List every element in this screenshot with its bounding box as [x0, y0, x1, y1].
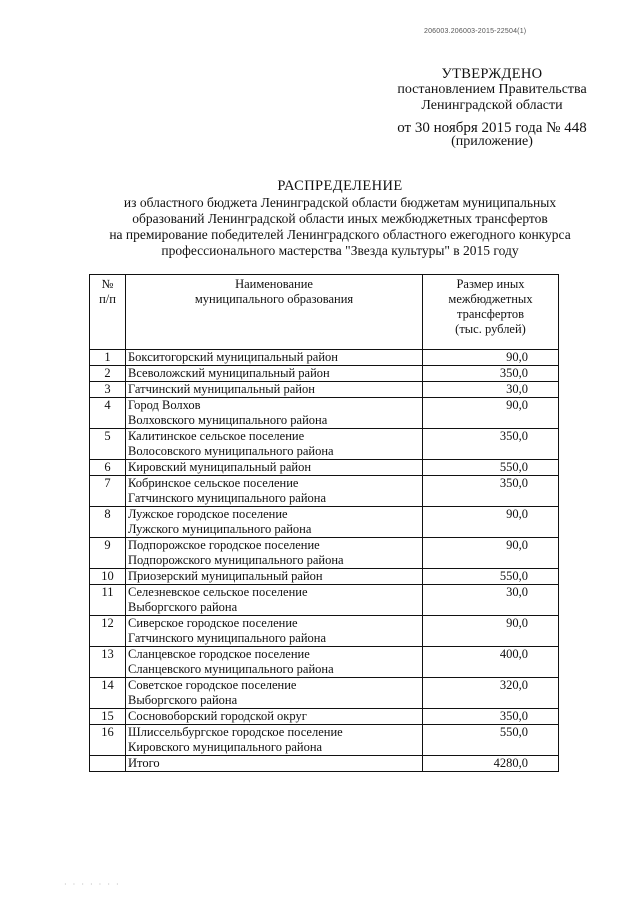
row-number: 6 [90, 460, 126, 476]
transfer-amount: 90,0 [423, 507, 559, 538]
table-row [90, 507, 559, 538]
row-number: 7 [90, 476, 126, 507]
document-title: РАСПРЕДЕЛЕНИЕ [277, 178, 403, 194]
municipality-name-line-1: Советское городское поселение [128, 678, 297, 692]
header-name-line-2: муниципального образования [194, 292, 354, 306]
header-amount [423, 275, 559, 350]
municipality-name-line-1: Гатчинский муниципальный район [128, 382, 315, 396]
approval-title: УТВЕРЖДЕНО [441, 66, 543, 82]
table-row [90, 460, 559, 476]
table-row [90, 398, 559, 429]
municipality-name-line-2: Волховского муниципального района [128, 413, 328, 427]
table-row [90, 429, 559, 460]
header-amount-line-4: (тыс. рублей) [455, 322, 526, 336]
row-number: 1 [90, 350, 126, 366]
row-number: 4 [90, 398, 126, 429]
row-number: 2 [90, 366, 126, 382]
approval-date: от 30 ноября 2015 года № 448 [397, 120, 587, 136]
total-label: Итого [126, 756, 423, 772]
municipality-name-line-1: Кобринское сельское поселение [128, 476, 299, 490]
transfer-amount: 550,0 [423, 725, 559, 756]
row-number: 9 [90, 538, 126, 569]
transfer-amount: 550,0 [423, 569, 559, 585]
municipality-name [126, 398, 423, 429]
municipality-name-line-1: Подпорожское городское поселение [128, 538, 320, 552]
heading-line-4: профессионального мастерства "Звезда культуры" в 2015 году [161, 243, 519, 258]
header-amount-line-2: межбюджетных [448, 292, 533, 306]
document-heading [60, 178, 620, 259]
scan-artifact: · · · · · · · [64, 880, 121, 889]
table-row [90, 585, 559, 616]
municipality-name-line-2: Гатчинского муниципального района [128, 631, 327, 645]
table-body [90, 350, 559, 772]
table-row [90, 725, 559, 756]
table-row [90, 616, 559, 647]
municipality-name [126, 476, 423, 507]
row-number: 8 [90, 507, 126, 538]
municipality-name-line-1: Кировский муниципальный район [128, 460, 312, 474]
municipality-name [126, 678, 423, 709]
table-row [90, 678, 559, 709]
municipality-name [126, 350, 423, 366]
header-num-line-1: № [101, 277, 114, 291]
table-row [90, 647, 559, 678]
municipality-name [126, 647, 423, 678]
row-number: 15 [90, 709, 126, 725]
transfer-amount: 350,0 [423, 709, 559, 725]
transfer-amount: 30,0 [423, 382, 559, 398]
row-number: 16 [90, 725, 126, 756]
table-row [90, 569, 559, 585]
municipality-name [126, 382, 423, 398]
transfer-amount: 400,0 [423, 647, 559, 678]
row-number: 13 [90, 647, 126, 678]
total-number [90, 756, 126, 772]
header-amount-line-3: трансфертов [457, 307, 524, 321]
row-number: 3 [90, 382, 126, 398]
municipality-name [126, 366, 423, 382]
municipality-name-line-1: Шлиссельбургское городское поселение [128, 725, 343, 739]
header-num [90, 275, 126, 350]
approval-block [392, 66, 592, 150]
municipality-name-line-1: Калитинское сельское поселение [128, 429, 305, 443]
heading-line-3: на премирование победителей Ленинградского областного ежегодного конкурса [109, 227, 571, 242]
municipality-name [126, 725, 423, 756]
table-header-row [90, 275, 559, 350]
municipality-name [126, 709, 423, 725]
table-row [90, 709, 559, 725]
transfer-amount: 90,0 [423, 616, 559, 647]
transfer-amount: 350,0 [423, 429, 559, 460]
row-number: 10 [90, 569, 126, 585]
row-number: 11 [90, 585, 126, 616]
transfer-amount: 90,0 [423, 350, 559, 366]
transfer-amount: 90,0 [423, 398, 559, 429]
municipality-name-line-2: Лужского муниципального района [128, 522, 312, 536]
municipality-name-line-2: Сланцевского муниципального района [128, 662, 334, 676]
table-row [90, 366, 559, 382]
transfer-amount: 320,0 [423, 678, 559, 709]
table-row [90, 476, 559, 507]
transfer-amount: 350,0 [423, 476, 559, 507]
header-name [126, 275, 423, 350]
transfer-amount: 30,0 [423, 585, 559, 616]
header-amount-line-1: Размер иных [456, 277, 525, 291]
table-row [90, 382, 559, 398]
approval-annex: (приложение) [451, 134, 533, 149]
table-row [90, 538, 559, 569]
row-number: 14 [90, 678, 126, 709]
municipality-name-line-1: Приозерский муниципальный район [128, 569, 323, 583]
municipality-name-line-1: Сланцевское городское поселение [128, 647, 310, 661]
approval-line-3: Ленинградской области [421, 98, 563, 113]
municipality-name [126, 585, 423, 616]
heading-line-2: образований Ленинградской области иных межбюджетных трансфертов [132, 211, 548, 226]
municipality-name [126, 429, 423, 460]
municipality-name-line-1: Город Волхов [128, 398, 201, 412]
total-amount: 4280,0 [423, 756, 559, 772]
municipality-name-line-2: Выборгского района [128, 600, 238, 614]
heading-line-1: из областного бюджета Ленинградской области бюджетам муниципальных [123, 195, 557, 210]
municipality-name-line-1: Селезневское сельское поселение [128, 585, 308, 599]
row-number: 12 [90, 616, 126, 647]
municipality-name [126, 569, 423, 585]
municipality-name-line-2: Выборгского района [128, 693, 238, 707]
municipality-name [126, 507, 423, 538]
transfer-amount: 350,0 [423, 366, 559, 382]
approval-line-2: постановлением Правительства [397, 82, 587, 97]
municipality-name-line-1: Всеволожский муниципальный район [128, 366, 330, 380]
table-row [90, 350, 559, 366]
municipality-name-line-2: Подпорожского муниципального района [128, 553, 344, 567]
distribution-table [89, 274, 559, 772]
transfer-amount: 90,0 [423, 538, 559, 569]
municipality-name [126, 538, 423, 569]
total-row [90, 756, 559, 772]
row-number: 5 [90, 429, 126, 460]
header-name-line-1: Наименование [235, 277, 313, 291]
municipality-name-line-2: Гатчинского муниципального района [128, 491, 327, 505]
municipality-name-line-1: Сосновоборский городской округ [128, 709, 307, 723]
municipality-name-line-1: Лужское городское поселение [128, 507, 288, 521]
municipality-name [126, 460, 423, 476]
municipality-name [126, 616, 423, 647]
document-id: 206003.206003-2015-22504(1) [424, 28, 527, 35]
municipality-name-line-2: Волосовского муниципального района [128, 444, 334, 458]
municipality-name-line-1: Бокситогорский муниципальный район [128, 350, 338, 364]
transfer-amount: 550,0 [423, 460, 559, 476]
header-num-line-2: п/п [99, 292, 116, 306]
municipality-name-line-2: Кировского муниципального района [128, 740, 323, 754]
municipality-name-line-1: Сиверское городское поселение [128, 616, 298, 630]
